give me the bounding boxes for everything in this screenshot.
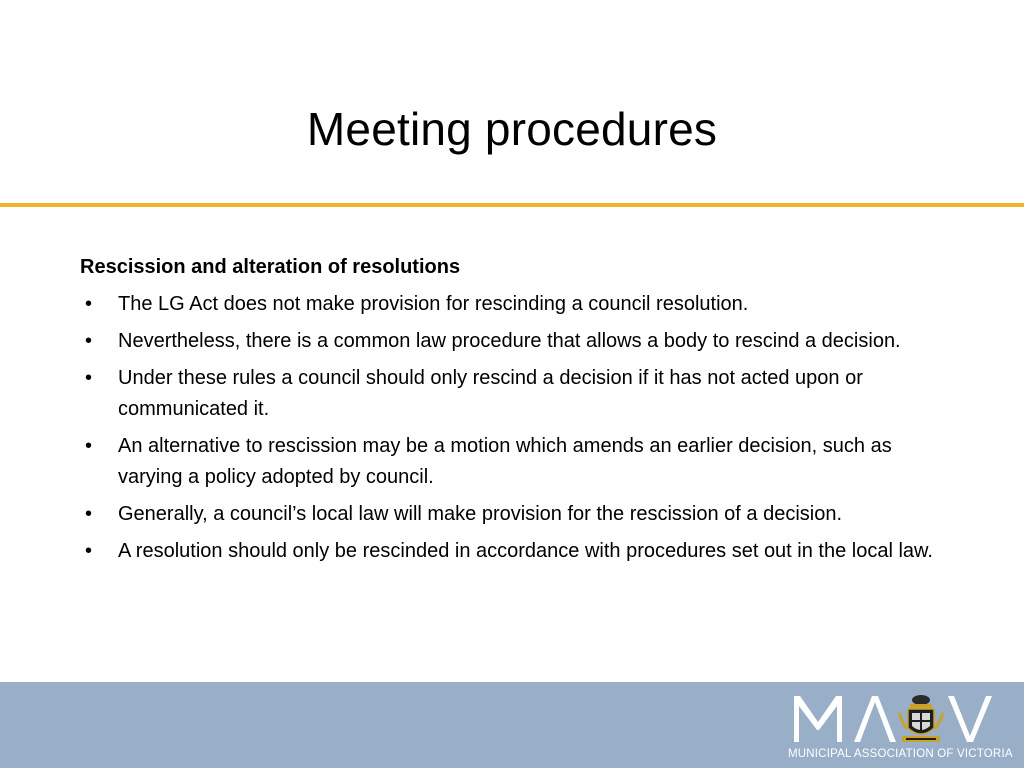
bullet-point-icon: • xyxy=(85,330,93,352)
bullet-text: The LG Act does not make provision for rescinding a council resolution. xyxy=(118,293,749,315)
mav-logo-icon xyxy=(788,688,1008,746)
bullet-item xyxy=(80,363,940,425)
bullet-point-icon: • xyxy=(85,540,93,562)
logo-caption: MUNICIPAL ASSOCIATION OF VICTORIA xyxy=(788,748,1013,760)
bullet-text: A resolution should only be rescinded in accordance with procedures set out in the local law. xyxy=(118,540,933,562)
bullet-text: An alternative to rescission may be a motion which amends an earlier decision, such as varying a policy adopted by council. xyxy=(118,435,892,488)
bullet-point-icon: • xyxy=(85,293,93,315)
title-divider xyxy=(0,203,1024,207)
bullet-point-icon: • xyxy=(85,503,93,525)
bullet-text: Nevertheless, there is a common law procedure that allows a body to rescind a decision. xyxy=(118,330,901,352)
bullet-item xyxy=(80,289,940,320)
bullet-text: Generally, a council’s local law will make provision for the rescission of a decision. xyxy=(118,503,843,525)
bullet-text: Under these rules a council should only rescind a decision if it has not acted upon or communicated it. xyxy=(118,367,863,420)
bullet-item xyxy=(80,431,940,493)
bullet-point-icon: • xyxy=(85,367,93,389)
section-subheading: Rescission and alteration of resolutions xyxy=(80,256,461,278)
bullet-item xyxy=(80,536,940,567)
bullet-list xyxy=(80,289,940,567)
bullet-point-icon: • xyxy=(85,435,93,457)
mav-logo xyxy=(788,688,1013,766)
bullet-item xyxy=(80,499,940,530)
bullet-item xyxy=(80,326,940,357)
slide-body xyxy=(80,252,940,573)
slide-title: Meeting procedures xyxy=(306,103,718,155)
